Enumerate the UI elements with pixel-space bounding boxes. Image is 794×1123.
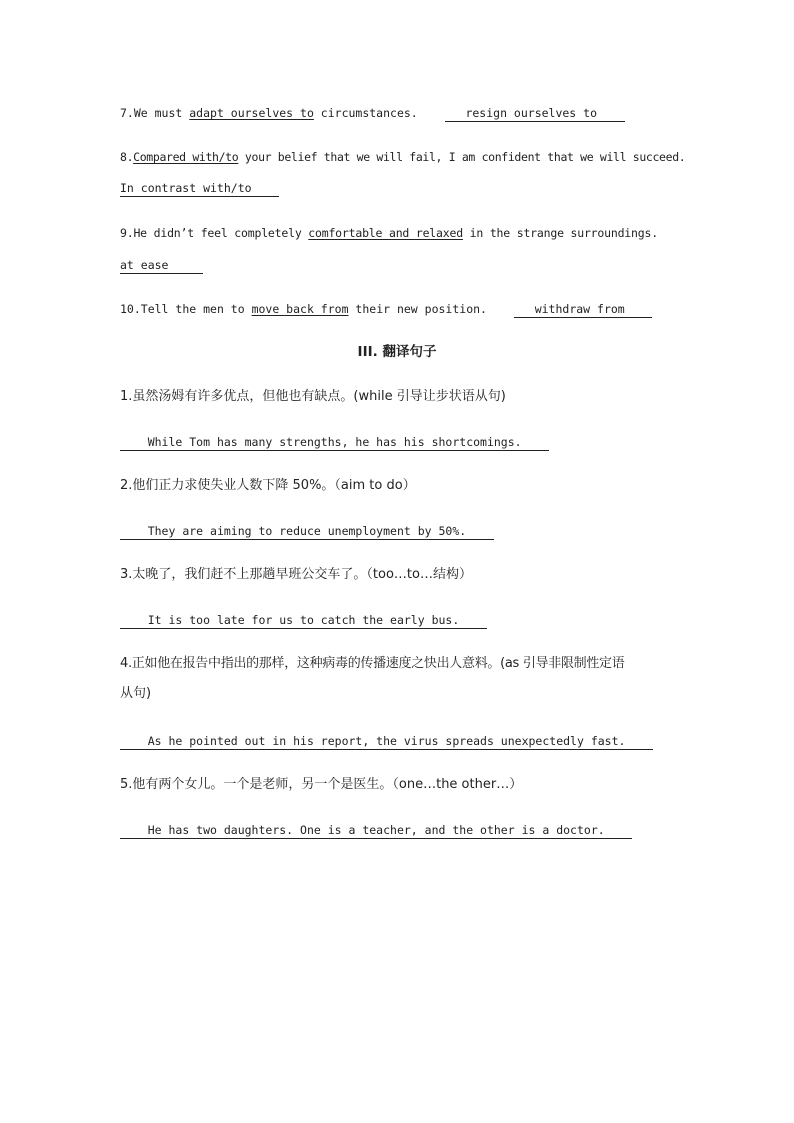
answer-text: resign ourselves to	[465, 106, 598, 120]
answer-text: In contrast with/to	[120, 181, 252, 195]
answer-blank	[120, 258, 203, 274]
exercise-10	[120, 301, 680, 318]
answer-text: They are aiming to reduce unemployment by 50%.	[147, 524, 467, 538]
answer-blank	[120, 524, 494, 540]
answer-text: As he pointed out in his report, the virus spreads unexpectedly fast.	[147, 734, 626, 748]
translation-prompt-2: 2.他们正力求使失业人数下降 50%。（aim to do）	[120, 478, 416, 493]
underlined-phrase: move back from	[251, 302, 349, 316]
answer-text: While Tom has many strengths, he has his shortcomings.	[147, 435, 522, 449]
answer-blank	[120, 734, 653, 750]
translation-prompt-4-cont: 从句)	[120, 686, 152, 701]
translation-prompt-1: 1.虽然汤姆有许多优点，但他也有缺点。(while 引导让步状语从句)	[120, 389, 506, 404]
answer-blank	[445, 106, 625, 122]
exercise-number: 9.	[120, 226, 134, 240]
section-title: III. 翻译句子	[357, 344, 437, 360]
sentence-text: circumstances.	[313, 106, 418, 120]
answer-blank	[120, 435, 549, 451]
exercise-9-answer-line	[120, 257, 680, 274]
exercise-number: 7.	[120, 106, 134, 120]
sentence-text: Tell the men to	[140, 302, 252, 316]
translation-prompt-4: 4.正如他在报告中指出的那样，这种病毒的传播速度之快出人意料。(as 引导非限制性定语	[120, 656, 625, 671]
answer-blank	[120, 181, 279, 197]
exercise-9	[120, 225, 680, 241]
underlined-phrase: Compared with/to	[133, 150, 239, 164]
exercise-number: 8.	[120, 150, 134, 164]
answer-text: at ease	[120, 258, 169, 272]
exercise-number: 10.	[120, 302, 141, 316]
translation-prompt-5: 5.他有两个女儿。一个是老师，另一个是医生。（one…the other…）	[120, 777, 523, 792]
exercise-8	[120, 149, 686, 165]
sentence-text: in the strange surroundings.	[462, 226, 658, 240]
translation-prompt-3: 3.太晚了，我们赶不上那趟早班公交车了。（too…to…结构）	[120, 567, 472, 582]
translation-answer-3	[120, 612, 680, 629]
sentence-text: We must	[133, 106, 190, 120]
translation-answer-4	[120, 733, 680, 750]
sentence-text: their new position.	[348, 302, 487, 316]
exercise-8-answer-line	[120, 180, 680, 197]
answer-text: He has two daughters. One is a teacher, and the other is a doctor.	[147, 823, 605, 837]
translation-answer-1	[120, 434, 680, 451]
sentence-text: He didn’t feel completely	[133, 226, 309, 240]
exercise-7	[120, 105, 680, 122]
underlined-phrase: comfortable and relaxed	[308, 226, 463, 240]
translation-answer-5	[120, 822, 680, 839]
answer-blank	[514, 302, 653, 318]
answer-text: withdraw from	[534, 302, 625, 316]
answer-blank	[120, 823, 632, 839]
answer-text: It is too late for us to catch the early bus.	[147, 613, 460, 627]
sentence-text: your belief that we will fail, I am confident that we will succeed.	[238, 150, 686, 164]
underlined-phrase: adapt ourselves to	[189, 106, 314, 120]
translation-answer-2	[120, 523, 680, 540]
answer-blank	[120, 613, 487, 629]
